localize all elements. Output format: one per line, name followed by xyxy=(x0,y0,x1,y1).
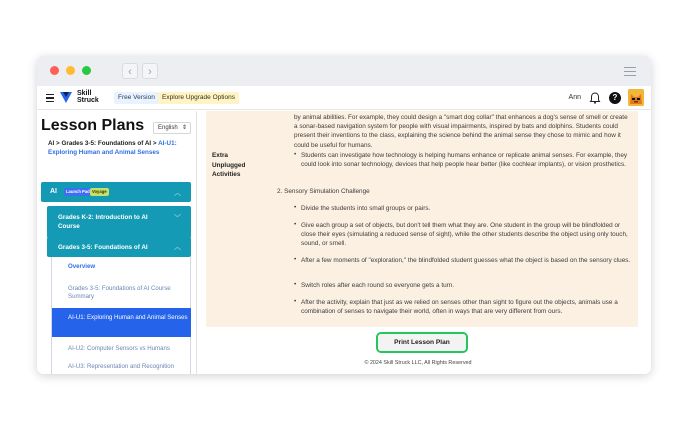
accordion-k2-label: Grades K-2: Introduction to AI Course xyxy=(58,214,148,230)
accordion-grades-3-5[interactable] xyxy=(47,237,191,257)
lesson-sidebar xyxy=(37,111,197,374)
list-item-ai-u1-active[interactable]: AI-U1: Exploring Human and Animal Senses xyxy=(52,308,191,337)
list-item-ai-u3[interactable]: AI-U3: Representation and Recognition xyxy=(68,363,175,370)
bullet-dot: • xyxy=(294,151,297,158)
close-window-button[interactable] xyxy=(50,66,59,75)
voyage-chip: Voyage xyxy=(92,189,107,194)
extra-activities-text: Students can investigate how technology is helping humans enhance or replicate animal senses. For example, they could look into sonar technology, devices that help people hear better (like cochlear implants), or vision prosthetics. xyxy=(301,152,628,169)
user-name[interactable]: Ann xyxy=(568,94,581,101)
accordion-grades-k2[interactable] xyxy=(47,206,191,238)
extra-label-line-1: Extra xyxy=(212,152,228,159)
bullet-dot: • xyxy=(294,256,297,263)
section-title: 2. Sensory Simulation Challenge xyxy=(277,188,370,195)
paragraph-invention: by animal abilities. For example, they could design a "smart dog collar" that enhances a dog's sense of smell or create a sonar-based navigation system for people with visual impairments, inspired by bats and dolphins. Students could present their inventions to the class, explaining the science behind the animal sense they chose to mimic and how it could be useful for humans. xyxy=(294,114,628,149)
bullet-dot: • xyxy=(294,221,297,228)
skill-struck-logo-icon xyxy=(59,90,73,104)
hamburger-menu-icon[interactable] xyxy=(46,94,54,104)
notification-bell-icon[interactable] xyxy=(588,91,602,105)
bullet-dot: • xyxy=(294,281,297,288)
maximize-window-button[interactable] xyxy=(82,66,91,75)
print-lesson-plan-button[interactable] xyxy=(376,332,468,353)
list-item-overview[interactable]: Overview xyxy=(68,263,96,270)
list-item-ai-u2[interactable]: AI-U2: Computer Sensors vs Humans xyxy=(68,345,170,352)
chevron-up-icon: ︿ xyxy=(174,190,181,197)
breadcrumb-current-unit[interactable]: AI-U1: xyxy=(158,140,177,147)
extra-activities-label xyxy=(212,151,262,180)
copyright-text: © 2024 Skill Struck LLC, All Rights Reserved xyxy=(364,360,472,366)
language-value: English xyxy=(158,125,178,131)
minimize-window-button[interactable] xyxy=(66,66,75,75)
unit-list xyxy=(51,257,191,374)
logo-line-2: Struck xyxy=(77,97,99,104)
chevron-updown-icon: ⇕ xyxy=(181,125,187,131)
list-item-bullet-5: After the activity, explain that just as we relied on senses other than sight to figure out the objects, animals use a combination of senses to navigate their world, often in ways that are very different from ours. xyxy=(301,299,618,316)
lesson-panel xyxy=(206,111,638,327)
title-bar xyxy=(37,56,651,86)
extra-label-line-3: Activities xyxy=(212,171,241,178)
breadcrumb-path[interactable]: AI > Grades 3-5: Foundations of AI > xyxy=(48,140,157,147)
list-item-bullet-2: Give each group a set of objects, but don't tell them what they are. One student in the group will be blindfolded or close their eyes (simulating a reduced sense of sight), while the other students describe the object using only touch, sound, or smell. xyxy=(301,222,628,248)
accordion-3-5-label: Grades 3-5: Foundations of AI xyxy=(58,244,148,251)
list-item-bullet-4: Switch roles after each round so everyone gets a turn. xyxy=(301,282,455,289)
lesson-content xyxy=(198,111,651,374)
app-header xyxy=(37,86,651,110)
chevron-up-icon: ︿ xyxy=(174,244,181,251)
help-icon[interactable]: ? xyxy=(609,92,621,104)
breadcrumb xyxy=(48,139,188,157)
page-title: Lesson Plans xyxy=(41,117,145,134)
logo-line-1: Skill xyxy=(77,90,92,97)
bullet-dot: • xyxy=(294,204,297,211)
forward-button[interactable]: › xyxy=(142,63,158,79)
chevron-down-icon: ﹀ xyxy=(174,215,181,222)
avatar[interactable] xyxy=(628,89,644,106)
logo-text xyxy=(77,90,99,104)
browser-window xyxy=(37,56,651,374)
launch-pad-chip: Launch Pad xyxy=(66,189,90,194)
language-select[interactable] xyxy=(153,122,191,134)
upgrade-options-link[interactable]: Explore Upgrade Options xyxy=(158,92,239,104)
list-item-bullet-3: After a few moments of "exploration," the blindfolded student guesses what the object is based on the sensory clues. xyxy=(301,257,631,264)
list-item-course-summary[interactable]: Grades 3-5: Foundations of AI Course Summary xyxy=(68,285,171,300)
accordion-ai[interactable] xyxy=(41,182,191,202)
bullet-dot: • xyxy=(294,298,297,305)
accordion-ai-label: AI xyxy=(50,188,57,195)
extra-label-line-2: Unplugged xyxy=(212,161,246,169)
breadcrumb-current-title[interactable]: Exploring Human and Animal Senses xyxy=(48,149,160,156)
print-lesson-plan-label: Print Lesson Plan xyxy=(378,334,466,351)
free-version-badge: Free Version xyxy=(114,92,159,104)
list-item-bullet-1: Divide the students into small groups or pairs. xyxy=(301,205,431,212)
browser-menu-icon[interactable] xyxy=(623,64,637,78)
back-button[interactable]: ‹ xyxy=(122,63,138,79)
